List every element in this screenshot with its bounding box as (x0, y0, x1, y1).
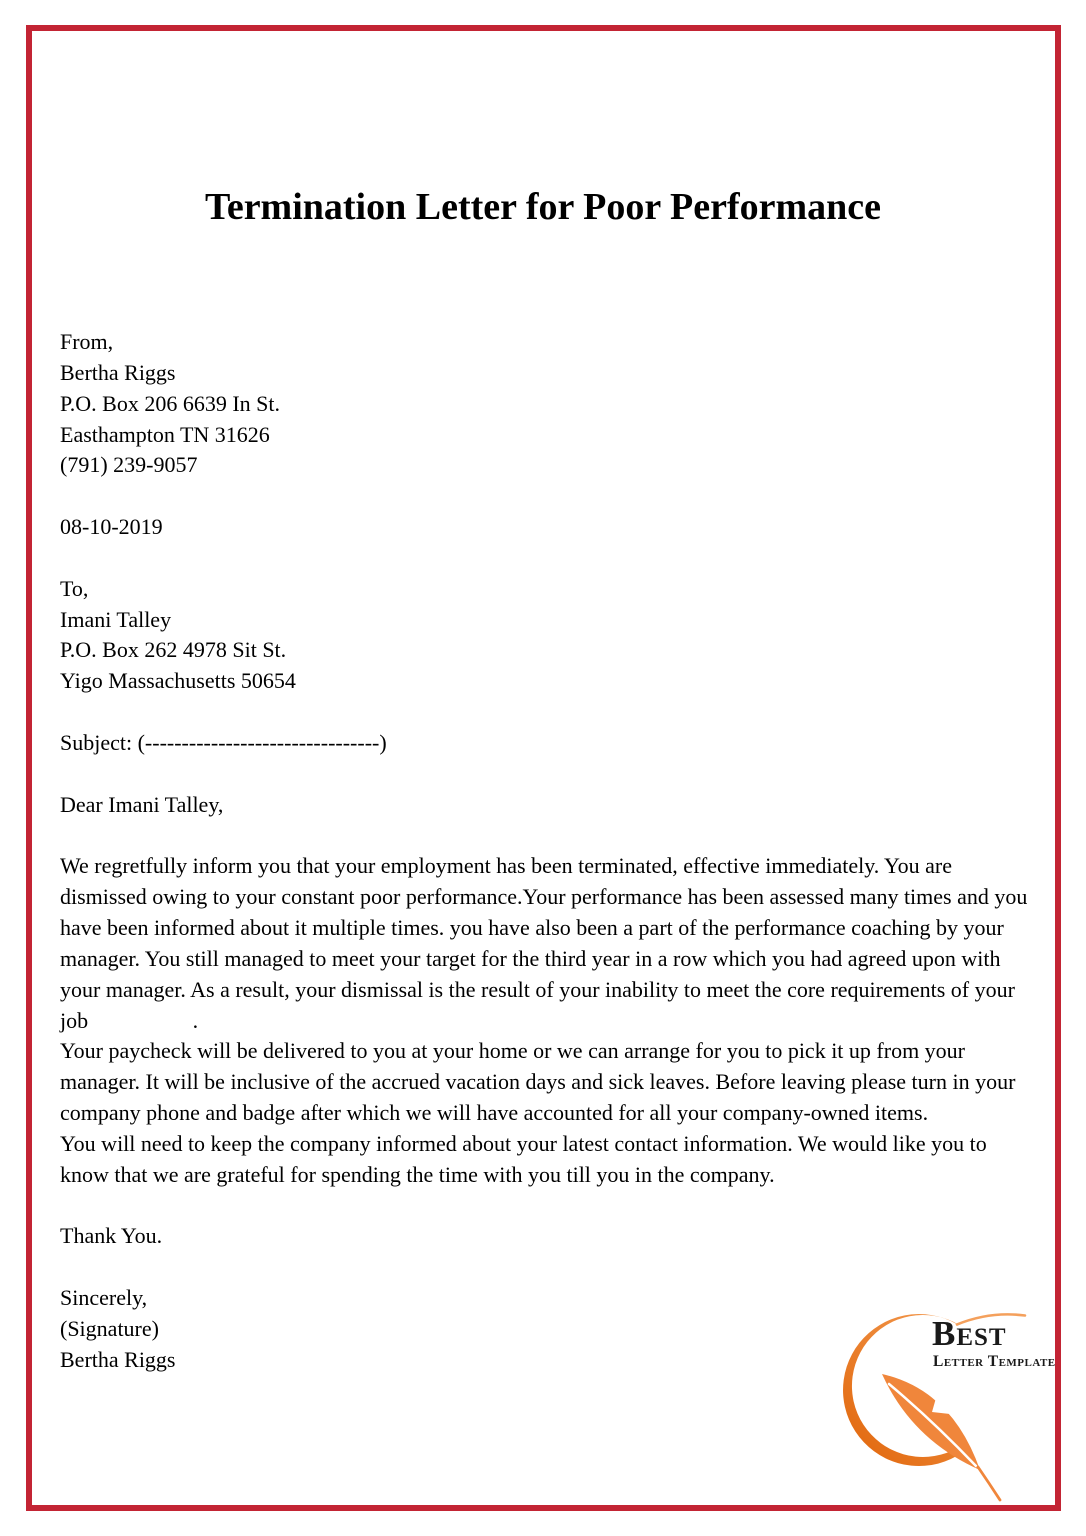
sender-address-line2: Easthampton TN 31626 (60, 421, 270, 447)
brand-logo (840, 1300, 1068, 1510)
recipient-address-line2: Yigo Massachusetts 50654 (60, 668, 296, 694)
closing-sender-name: Bertha Riggs (60, 1346, 176, 1372)
body-paragraph-3: You will need to keep the company informed about your latest contact information. We would like you to know that we are grateful for spending the time with you till you in the company. (60, 1130, 993, 1187)
sender-address-line1: P.O. Box 206 6639 In St. (60, 390, 281, 416)
subject-line: Subject: (--------------------------------) (60, 729, 387, 755)
body-paragraph-1: We regretfully inform you that your employment has been terminated, effective immediately. You are dismissed owing to your constant poor performance.Your performance has been assessed many times and you have been informed about it multiple times. you have also been a part of the performance coaching by your manager. You still managed to meet your target for the third year in a row which you had agreed upon with your manager. As a result, your dismissal is the result of your inability to meet the core requirements of your job . (60, 853, 1033, 1033)
thank-you-line: Thank You. (60, 1223, 163, 1249)
salutation: Dear Imani Talley, (60, 791, 224, 817)
closing-sincerely: Sincerely, (60, 1285, 148, 1311)
sender-block (60, 327, 1028, 481)
brand-name: Best (932, 1314, 1007, 1353)
recipient-block (60, 574, 1028, 697)
recipient-address-line1: P.O. Box 262 4978 Sit St. (60, 637, 287, 663)
body-paragraph-2: Your paycheck will be delivered to you at your home or we can arrange for you to pick it up from your manager. It will be inclusive of the accrued vacation days and sick leaves. Before leaving please turn in your company phone and badge after which we will have accounted for all your company-owned items. (60, 1038, 1021, 1126)
recipient-name: Imani Talley (60, 606, 172, 632)
sender-phone: (791) 239-9057 (60, 452, 198, 478)
sender-name: Bertha Riggs (60, 359, 176, 385)
letter-title: Termination Letter for Poor Performance (204, 186, 882, 228)
closing-signature-placeholder: (Signature) (60, 1316, 159, 1341)
letter-date: 08-10-2019 (60, 514, 163, 540)
to-label: To, (60, 575, 89, 601)
from-label: From, (60, 329, 114, 354)
brand-tagline: Letter Template (933, 1353, 1056, 1370)
letter-body (60, 851, 1033, 1190)
